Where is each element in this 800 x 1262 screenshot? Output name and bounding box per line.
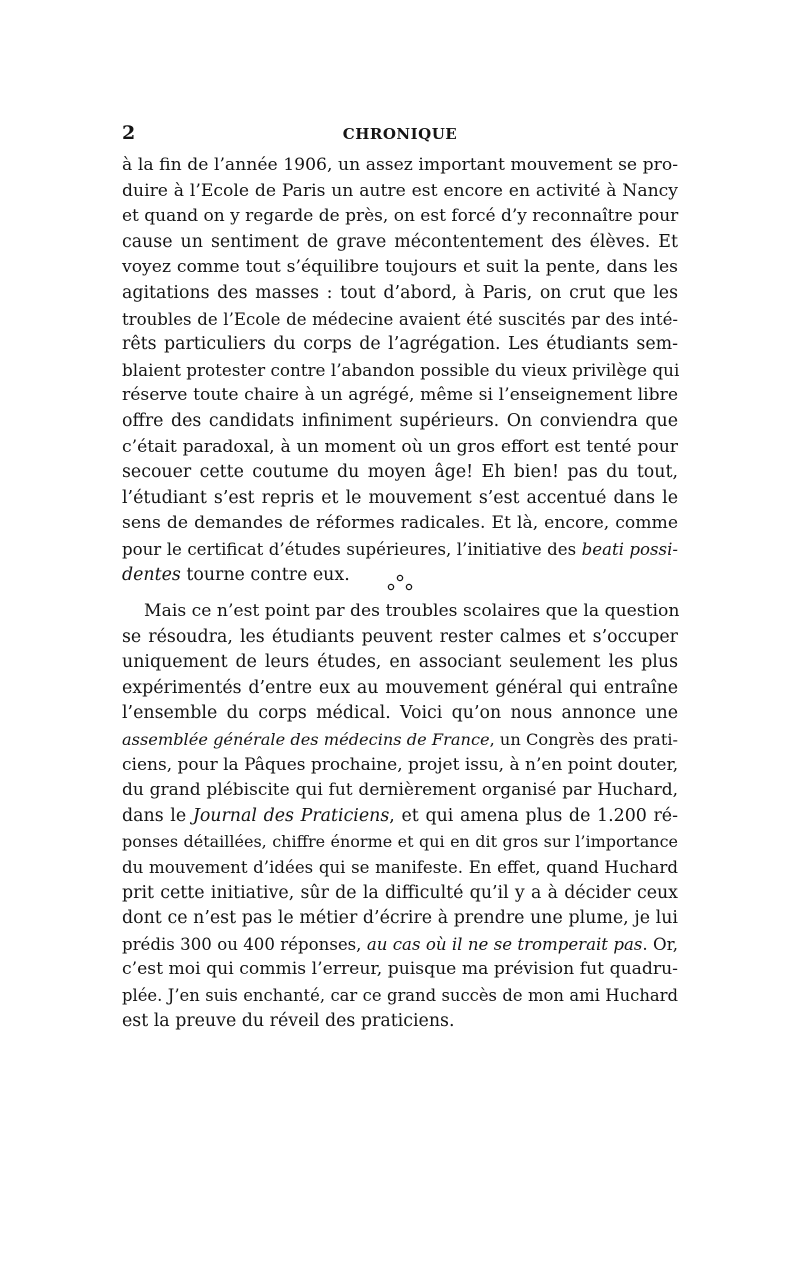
italic-journal-title: Journal des Praticiens [192,805,390,826]
text-line: secouer cette coutume du moyen âge! Eh bien! pas du tout, [122,462,678,483]
italic-event-title: assemblée générale des médecins de France [122,729,490,749]
italic-latin-phrase-continued: dentes [122,564,181,585]
text-line: prit cette initiative, sûr de la difficulté qu’il y a à décider ceux [122,882,678,903]
text-line: se résoudra, les étudiants peuvent rester calmes et s’occuper [122,626,678,647]
text-line: agitations des masses : tout d’abord, à Paris, on crut que les [122,282,678,303]
text-line: assemblée générale des médecins de France, un Congrès des prati- [122,729,678,749]
text-line: ciens, pour la Pâques prochaine, projet issu, à n’en point douter, [122,754,679,775]
text-line: l’ensemble du corps médical. Voici qu’on nous annonce une [122,703,678,724]
text-line: expérimentés d’entre eux au mouvement général qui entraîne [122,677,678,698]
paragraph-1 [122,153,678,588]
text-line: c’était paradoxal, à un moment où un gros effort est tenté pour [122,436,678,457]
page-number: 2 [122,122,136,144]
section-break-ornament-icon [380,572,420,594]
text-line: voyez comme tout s’équilibre toujours et suit la pente, dans les [122,257,678,278]
text-line: du grand plébiscite qui fut dernièrement organisé par Huchard, [122,780,678,801]
text-line: offre des candidats infiniment supérieurs. On conviendra que [122,410,678,431]
text-line: ponses détaillées, chiffre énorme et qui en dit gros sur l’importance [122,832,678,852]
text-line: cause un sentiment de grave mécontentement des élèves. Et [122,231,678,252]
paragraph-2 [122,599,678,1034]
text-line: à la fin de l’année 1906, un assez important mouvement se pro- [122,155,678,175]
text-line: uniquement de leurs études, en associant seulement les plus [122,652,678,673]
text-line: prédis 300 ou 400 réponses, au cas où il ne se tromperait pas. Or, [122,934,678,954]
text-line: du mouvement d’idées qui se manifeste. En effet, quand Huchard [122,857,678,877]
text-line: rêts particuliers du corps de l’agrégation. Les étudiants sem- [122,334,678,355]
text-line: dans le Journal des Praticiens, et qui amena plus de 1.200 ré- [122,805,678,826]
italic-latin-phrase: beati possi- [581,539,678,559]
text-line: duire à l’Ecole de Paris un autre est encore en activité à Nancy [122,180,678,201]
text-line: sens de demandes de réformes radicales. Et là, encore, comme [122,513,678,534]
text-line: est la preuve du réveil des praticiens. [122,1010,455,1031]
text-line: blaient protester contre l’abandon possible du vieux privilège qui [122,359,680,380]
italic-phrase: au cas où il ne se tromperait pas [366,934,643,954]
text-line: dont ce n’est pas le métier d’écrire à prendre une plume, je lui [122,908,678,929]
text-line: troubles de l’Ecole de médecine avaient été suscités par des inté- [122,309,678,329]
text-line: Mais ce n’est point par des troubles scolaires que la question [144,601,680,621]
text-line: réserve toute chaire à un agrégé, même si l’enseignement libre [122,385,678,406]
text-line: et quand on y regarde de près, on est forcé d’y reconnaître pour [122,206,679,227]
text-line: pour le certificat d’études supérieures, l’initiative des beati possi- [122,539,678,559]
page-header [122,122,678,146]
text-line: c’est moi qui commis l’erreur, puisque ma prévision fut quadru- [122,959,678,980]
running-title: CHRONIQUE [342,125,458,143]
text-line: l’étudiant s’est repris et le mouvement s’est accentué dans le [122,487,678,508]
text-line: dentes tourne contre eux. [122,564,350,585]
text-line: plée. J’en suis enchanté, car ce grand succès de mon ami Huchard [122,985,678,1005]
